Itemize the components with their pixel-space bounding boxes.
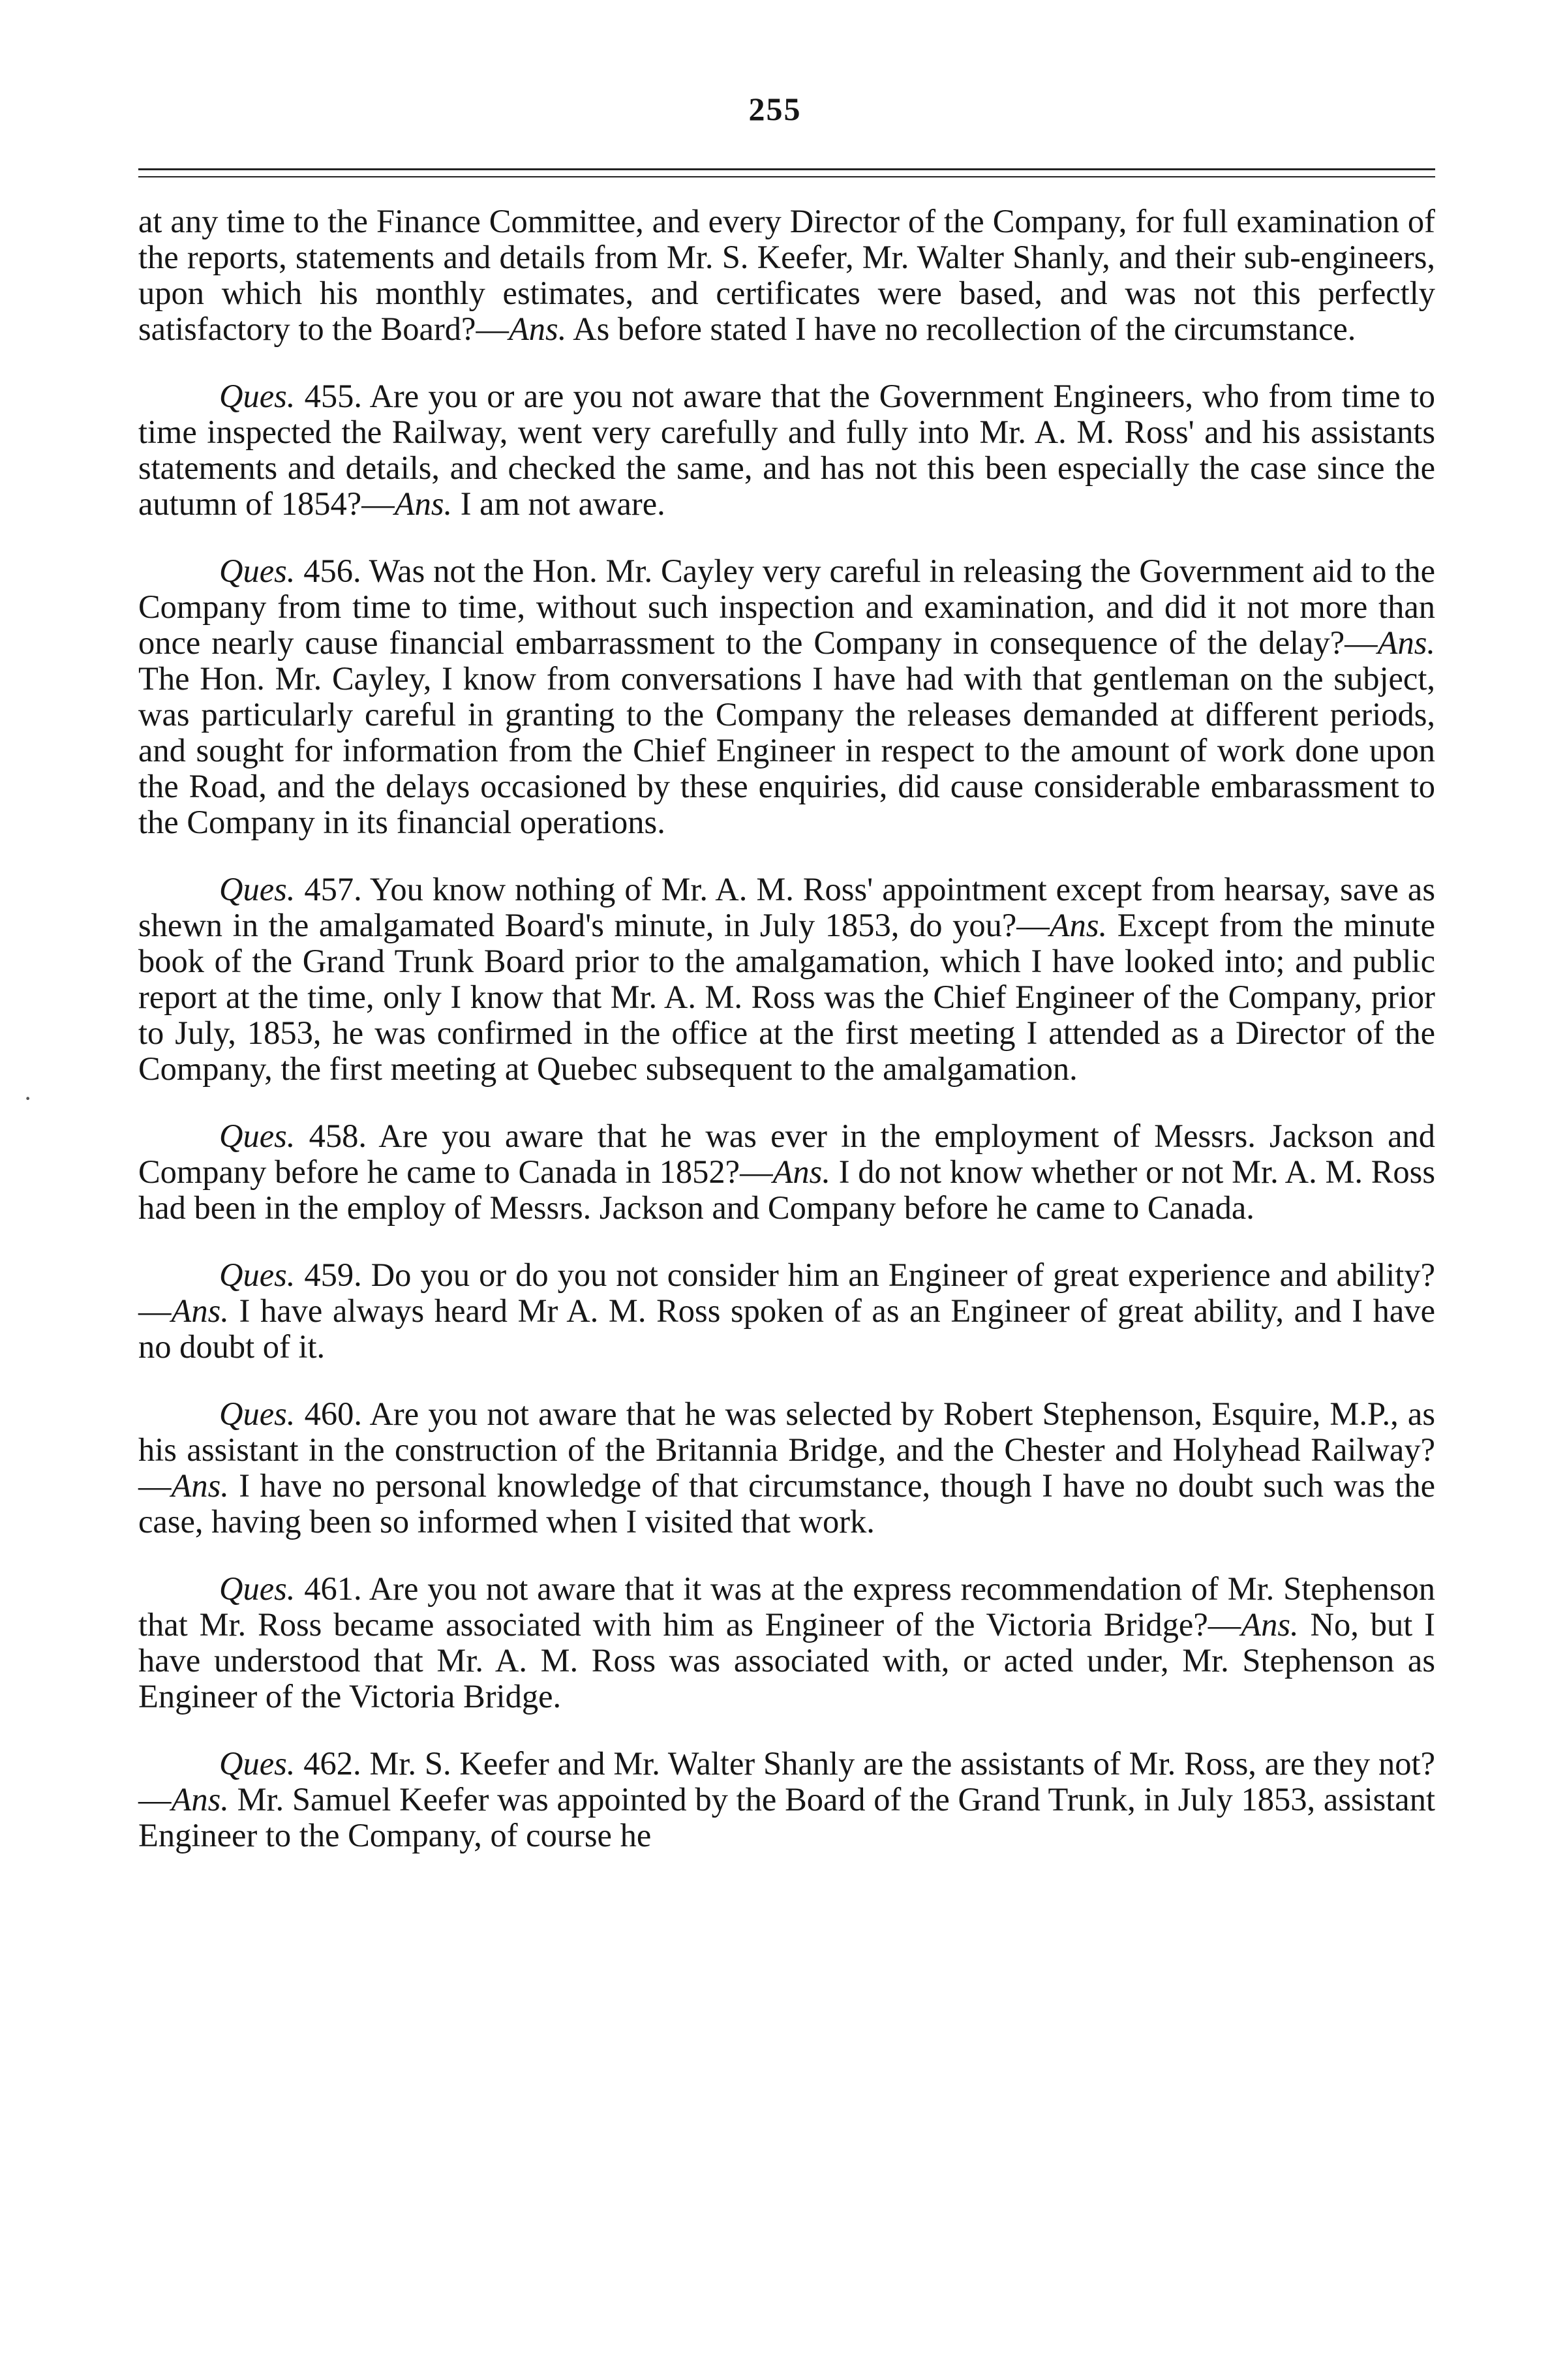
question-461 xyxy=(138,1571,1435,1715)
body-text xyxy=(138,204,1435,1885)
page-number: 255 xyxy=(748,91,802,127)
question-label: Ques. xyxy=(219,1745,296,1782)
answer-text: The Hon. Mr. Cayley, I know from conversations I have had with that gentleman on the subject, was particularly careful in granting to the Company the releases demanded at different periods, and sought for information from the Chief Engineer in respect to the amount of work done upon the Road, and the delays occasioned by these enquiries, did cause considerable embarassment to the Company in its financial operations. xyxy=(138,660,1435,840)
question-label: Ques. xyxy=(219,1570,296,1607)
answer-text: I have always heard Mr A. M. Ross spoken of as an Engineer of great ability, and I have no doubt of it. xyxy=(138,1292,1435,1365)
answer-text: I do not know whether or not Mr. A. M. Ross had been in the employ of Messrs. Jackson and Company before he came to Canada. xyxy=(138,1153,1435,1226)
answer-label: Ans. xyxy=(171,1467,229,1504)
answer-text: Except from the minute book of the Grand Trunk Board prior to the amalgamation, which I have looked into; and public report at the time, only I know that Mr. A. M. Ross was the Chief Engineer of the Company, prior to July, 1853, he was confirmed in the office at the first meeting I attended as a Director of the Company, the first meeting at Quebec subsequent to the amalgamation. xyxy=(138,907,1435,1087)
question-462 xyxy=(138,1746,1435,1854)
question-text: 458. Are you aware that he was ever in the employment of Messrs. Jackson and Company before he came to Canada in 1852?— xyxy=(138,1118,1435,1190)
answer-text: No, but I have understood that Mr. A. M. Ross was associated with, or acted under, Mr. Stephenson as Engineer of the Victoria Bridge. xyxy=(138,1606,1435,1715)
question-label: Ques. xyxy=(219,553,296,589)
answer-text: As before stated I have no recollection of the circumstance. xyxy=(566,311,1356,347)
question-text: 460. Are you not aware that he was selected by Robert Stephenson, Esquire, M.P., as his assistant in the construction of the Britannia Bridge, and the Chester and Holyhead Railway?— xyxy=(138,1396,1435,1504)
answer-label: Ans. xyxy=(1241,1606,1299,1643)
question-text: 459. Do you or do you not consider him an Engineer of great experience and ability?— xyxy=(138,1257,1435,1329)
question-456 xyxy=(138,553,1435,840)
answer-label: Ans. xyxy=(1377,624,1435,661)
question-457 xyxy=(138,872,1435,1087)
question-text: 456. Was not the Hon. Mr. Cayley very careful in releasing the Government aid to the Company from time to time, without such inspection and examination, and did it not more than once nearly cause financial embarrassment to the Company in consequence of the delay?— xyxy=(138,553,1435,661)
question-460 xyxy=(138,1396,1435,1540)
question-label: Ques. xyxy=(219,1118,296,1154)
question-text: 457. You know nothing of Mr. A. M. Ross' appointment except from hearsay, save as shewn in the amalgamated Board's minute, in July 1853, do you?— xyxy=(138,871,1435,943)
question-label: Ques. xyxy=(219,871,296,908)
margin-smudge-icon: · xyxy=(23,1084,33,1113)
answer-label: Ans. xyxy=(394,485,453,522)
header-rule-top xyxy=(138,168,1435,170)
question-text: 462. Mr. S. Keefer and Mr. Walter Shanly are the assistants of Mr. Ross, are they not?— xyxy=(138,1745,1435,1818)
answer-label: Ans. xyxy=(171,1292,229,1329)
question-459 xyxy=(138,1257,1435,1365)
answer-label: Ans. xyxy=(508,311,567,347)
answer-text: I am not aware. xyxy=(452,485,665,522)
answer-text: I have no personal knowledge of that circumstance, though I have no doubt such was the case, having been so informed when I visited that work. xyxy=(138,1467,1435,1540)
question-label: Ques. xyxy=(219,1257,296,1293)
question-458 xyxy=(138,1118,1435,1226)
answer-label: Ans. xyxy=(772,1153,830,1190)
question-455 xyxy=(138,378,1435,522)
question-label: Ques. xyxy=(219,378,296,414)
question-text: 455. Are you or are you not aware that the Government Engineers, who from time to time inspected the Railway, went very carefully and fully into Mr. A. M. Ross' and his assistants statements and details, and checked the same, and has not this been especially the case since the autumn of 1854?— xyxy=(138,378,1435,522)
question-text: 461. Are you not aware that it was at the express recommendation of Mr. Stephenson that Mr. Ross became associated with him as Engineer of the Victoria Bridge?— xyxy=(138,1570,1435,1643)
paragraph-continued xyxy=(138,204,1435,347)
question-label: Ques. xyxy=(219,1396,296,1432)
answer-text: Mr. Samuel Keefer was appointed by the Board of the Grand Trunk, in July 1853, assistant Engineer to the Company, of course he xyxy=(138,1781,1435,1854)
answer-label: Ans. xyxy=(1049,907,1108,943)
question-text: at any time to the Finance Committee, and every Director of the Company, for full examination of the reports, statements and details from Mr. S. Keefer, Mr. Walter Shanly, and their sub-engineers, upon which his monthly estimates, and certificates were based, and was not this perfectly satisfactory to the Board?— xyxy=(138,203,1435,347)
answer-label: Ans. xyxy=(171,1781,229,1818)
header-rule-bottom xyxy=(138,176,1435,177)
